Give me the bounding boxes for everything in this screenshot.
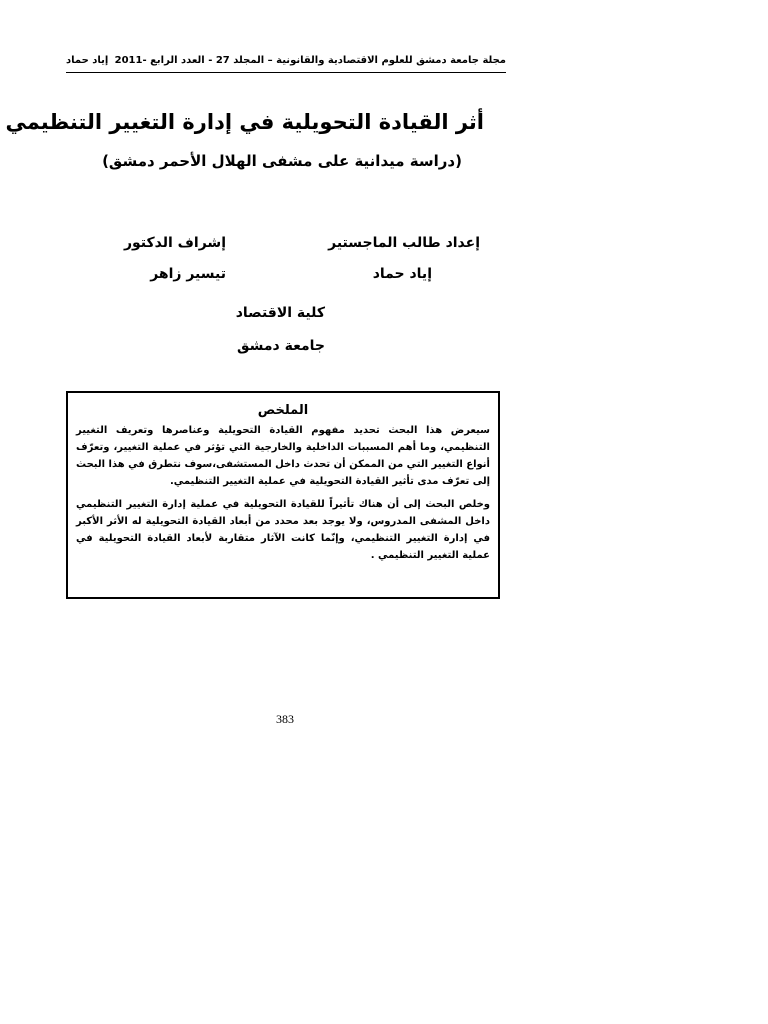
abstract-paragraph: سيعرض هذا البحث تحديد مفهوم القيادة التحويلية وعناصرها وتعريف التغيير التنظيمي، وما أهم المسببات الداخلية والخارجية التي تؤثر في عملية التغيير، وتعرّف أنواع التغيير التي من الممكن أن تحدث داخل المستشفى،سوف نتطرق في هذا البحث إلى تعرّف مدى تأثير القيادة التحويلية في عملية التغيير التنظيمي. (76, 425, 490, 487)
running-head-author: إياد حماد (66, 55, 109, 66)
faculty-name: كلية الاقتصاد (235, 305, 325, 321)
prepared-by-label: إعداد طالب الماجستير (328, 235, 480, 251)
university-name: جامعة دمشق (237, 338, 325, 354)
abstract-heading: الملخص (257, 403, 309, 418)
prepared-by-name: إياد حماد (372, 266, 432, 282)
abstract-box (66, 391, 500, 599)
paper-subtitle: (دراسة ميدانية على مشفى الهلال الأحمر دمشق) (102, 152, 462, 170)
page-number: 383 (276, 712, 294, 726)
supervisor-name: تيسير زاهر (150, 266, 226, 282)
abstract-paragraph: وخلص البحث إلى أن هناك تأثيراً للقيادة التحويلية في عملية إدارة التغيير التنظيمي داخل المشفى المدروس، ولا يوجد بعد محدد من أبعاد القيادة التحويلية له الأثر الأكبر في إدارة التغيير التنظيمي، وإنّما كانت الآثار متقاربة لأبعاد القيادة التحويلية في عملية التغيير التنظيمي . (76, 499, 490, 561)
running-head (66, 52, 506, 73)
journal-citation: مجلة جامعة دمشق للعلوم الاقتصادية والقانونية – المجلد 27 - العدد الرابع -2011 (114, 55, 506, 66)
paper-title: أثر القيادة التحويلية في إدارة التغيير التنظيمي (5, 110, 484, 134)
supervisor-label: إشراف الدكتور (123, 235, 226, 251)
